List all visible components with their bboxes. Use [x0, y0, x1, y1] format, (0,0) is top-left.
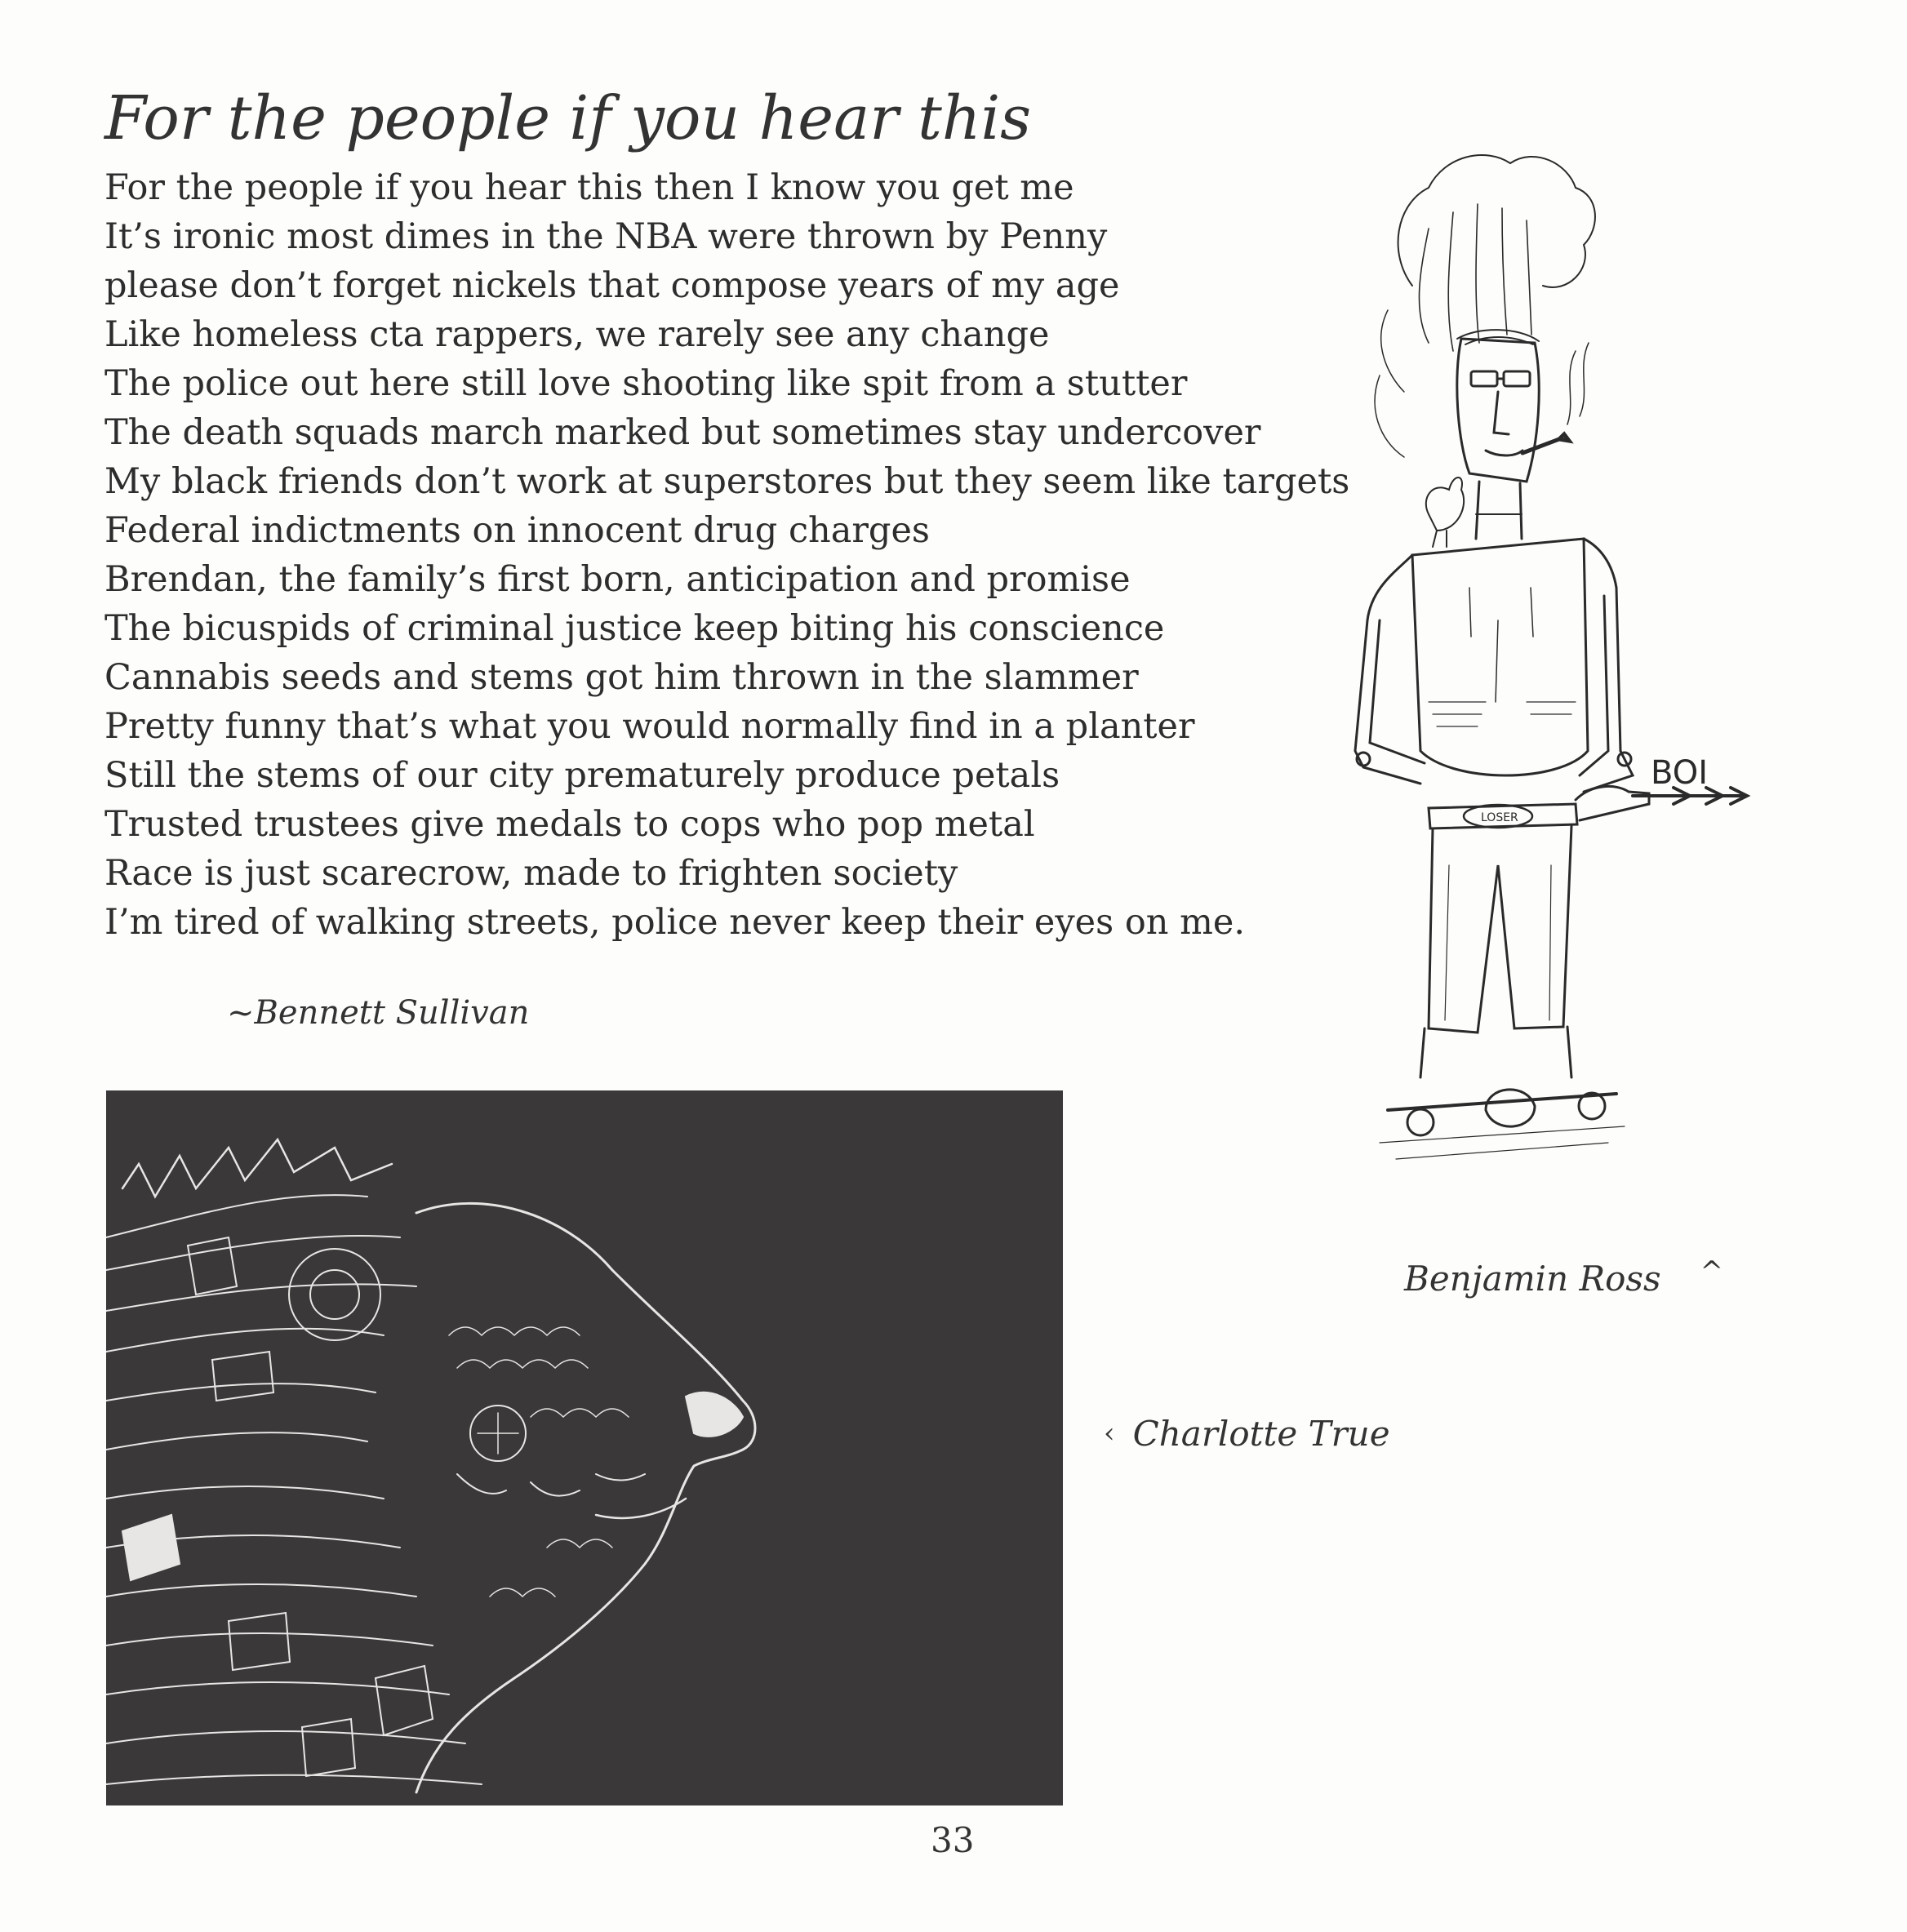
poem-line: Trusted trustees give medals to cops who pop metal	[104, 804, 1035, 845]
poem-line: My black friends don’t work at superstores but they seem like targets	[104, 461, 1350, 502]
figure-drawing	[1290, 131, 1812, 1224]
poem-title: For the people if you hear this	[104, 83, 1032, 153]
figure-caption	[1404, 1255, 1723, 1299]
poem-line: For the people if you hear this then I know you get me	[104, 167, 1074, 208]
poem-line: Brendan, the family’s first born, anticipation and promise	[104, 559, 1131, 600]
poem-line: Federal indictments on innocent drug charges	[104, 510, 930, 551]
poem-line: Still the stems of our city prematurely produce petals	[104, 755, 1060, 796]
caret-up-icon: ^	[1700, 1255, 1724, 1288]
poem-line: Race is just scarecrow, made to frighten society	[104, 853, 958, 894]
poem-line: The police out here still love shooting like spit from a stutter	[104, 363, 1188, 404]
caret-left-icon: ‹	[1104, 1417, 1115, 1450]
poem-line: please don’t forget nickels that compose years of my age	[104, 265, 1120, 306]
poem-body	[104, 163, 1350, 947]
poem-line: Like homeless cta rappers, we rarely see any change	[104, 314, 1050, 355]
poem-line: I’m tired of walking streets, police never keep their eyes on me.	[104, 902, 1245, 943]
lion-artwork	[106, 1090, 1063, 1805]
figure-belt-text: LOSER	[1481, 811, 1518, 824]
poem-line: Pretty funny that’s what you would normally find in a planter	[104, 706, 1195, 747]
poem-line: The death squads march marked but sometimes stay undercover	[104, 412, 1261, 453]
poem-line: The bicuspids of criminal justice keep biting his conscience	[104, 608, 1165, 649]
poem-line: Cannabis seeds and stems got him thrown in the slammer	[104, 657, 1139, 698]
page-number: 33	[931, 1820, 975, 1860]
lion-caption	[1104, 1414, 1390, 1454]
poem-line: It’s ironic most dimes in the NBA were thrown by Penny	[104, 216, 1108, 257]
figure-artist: Benjamin Ross	[1404, 1259, 1661, 1299]
poem-byline: ~Bennett Sullivan	[227, 994, 530, 1032]
figure-sign-text: BOI	[1651, 754, 1709, 792]
lion-artist: Charlotte True	[1132, 1414, 1390, 1454]
